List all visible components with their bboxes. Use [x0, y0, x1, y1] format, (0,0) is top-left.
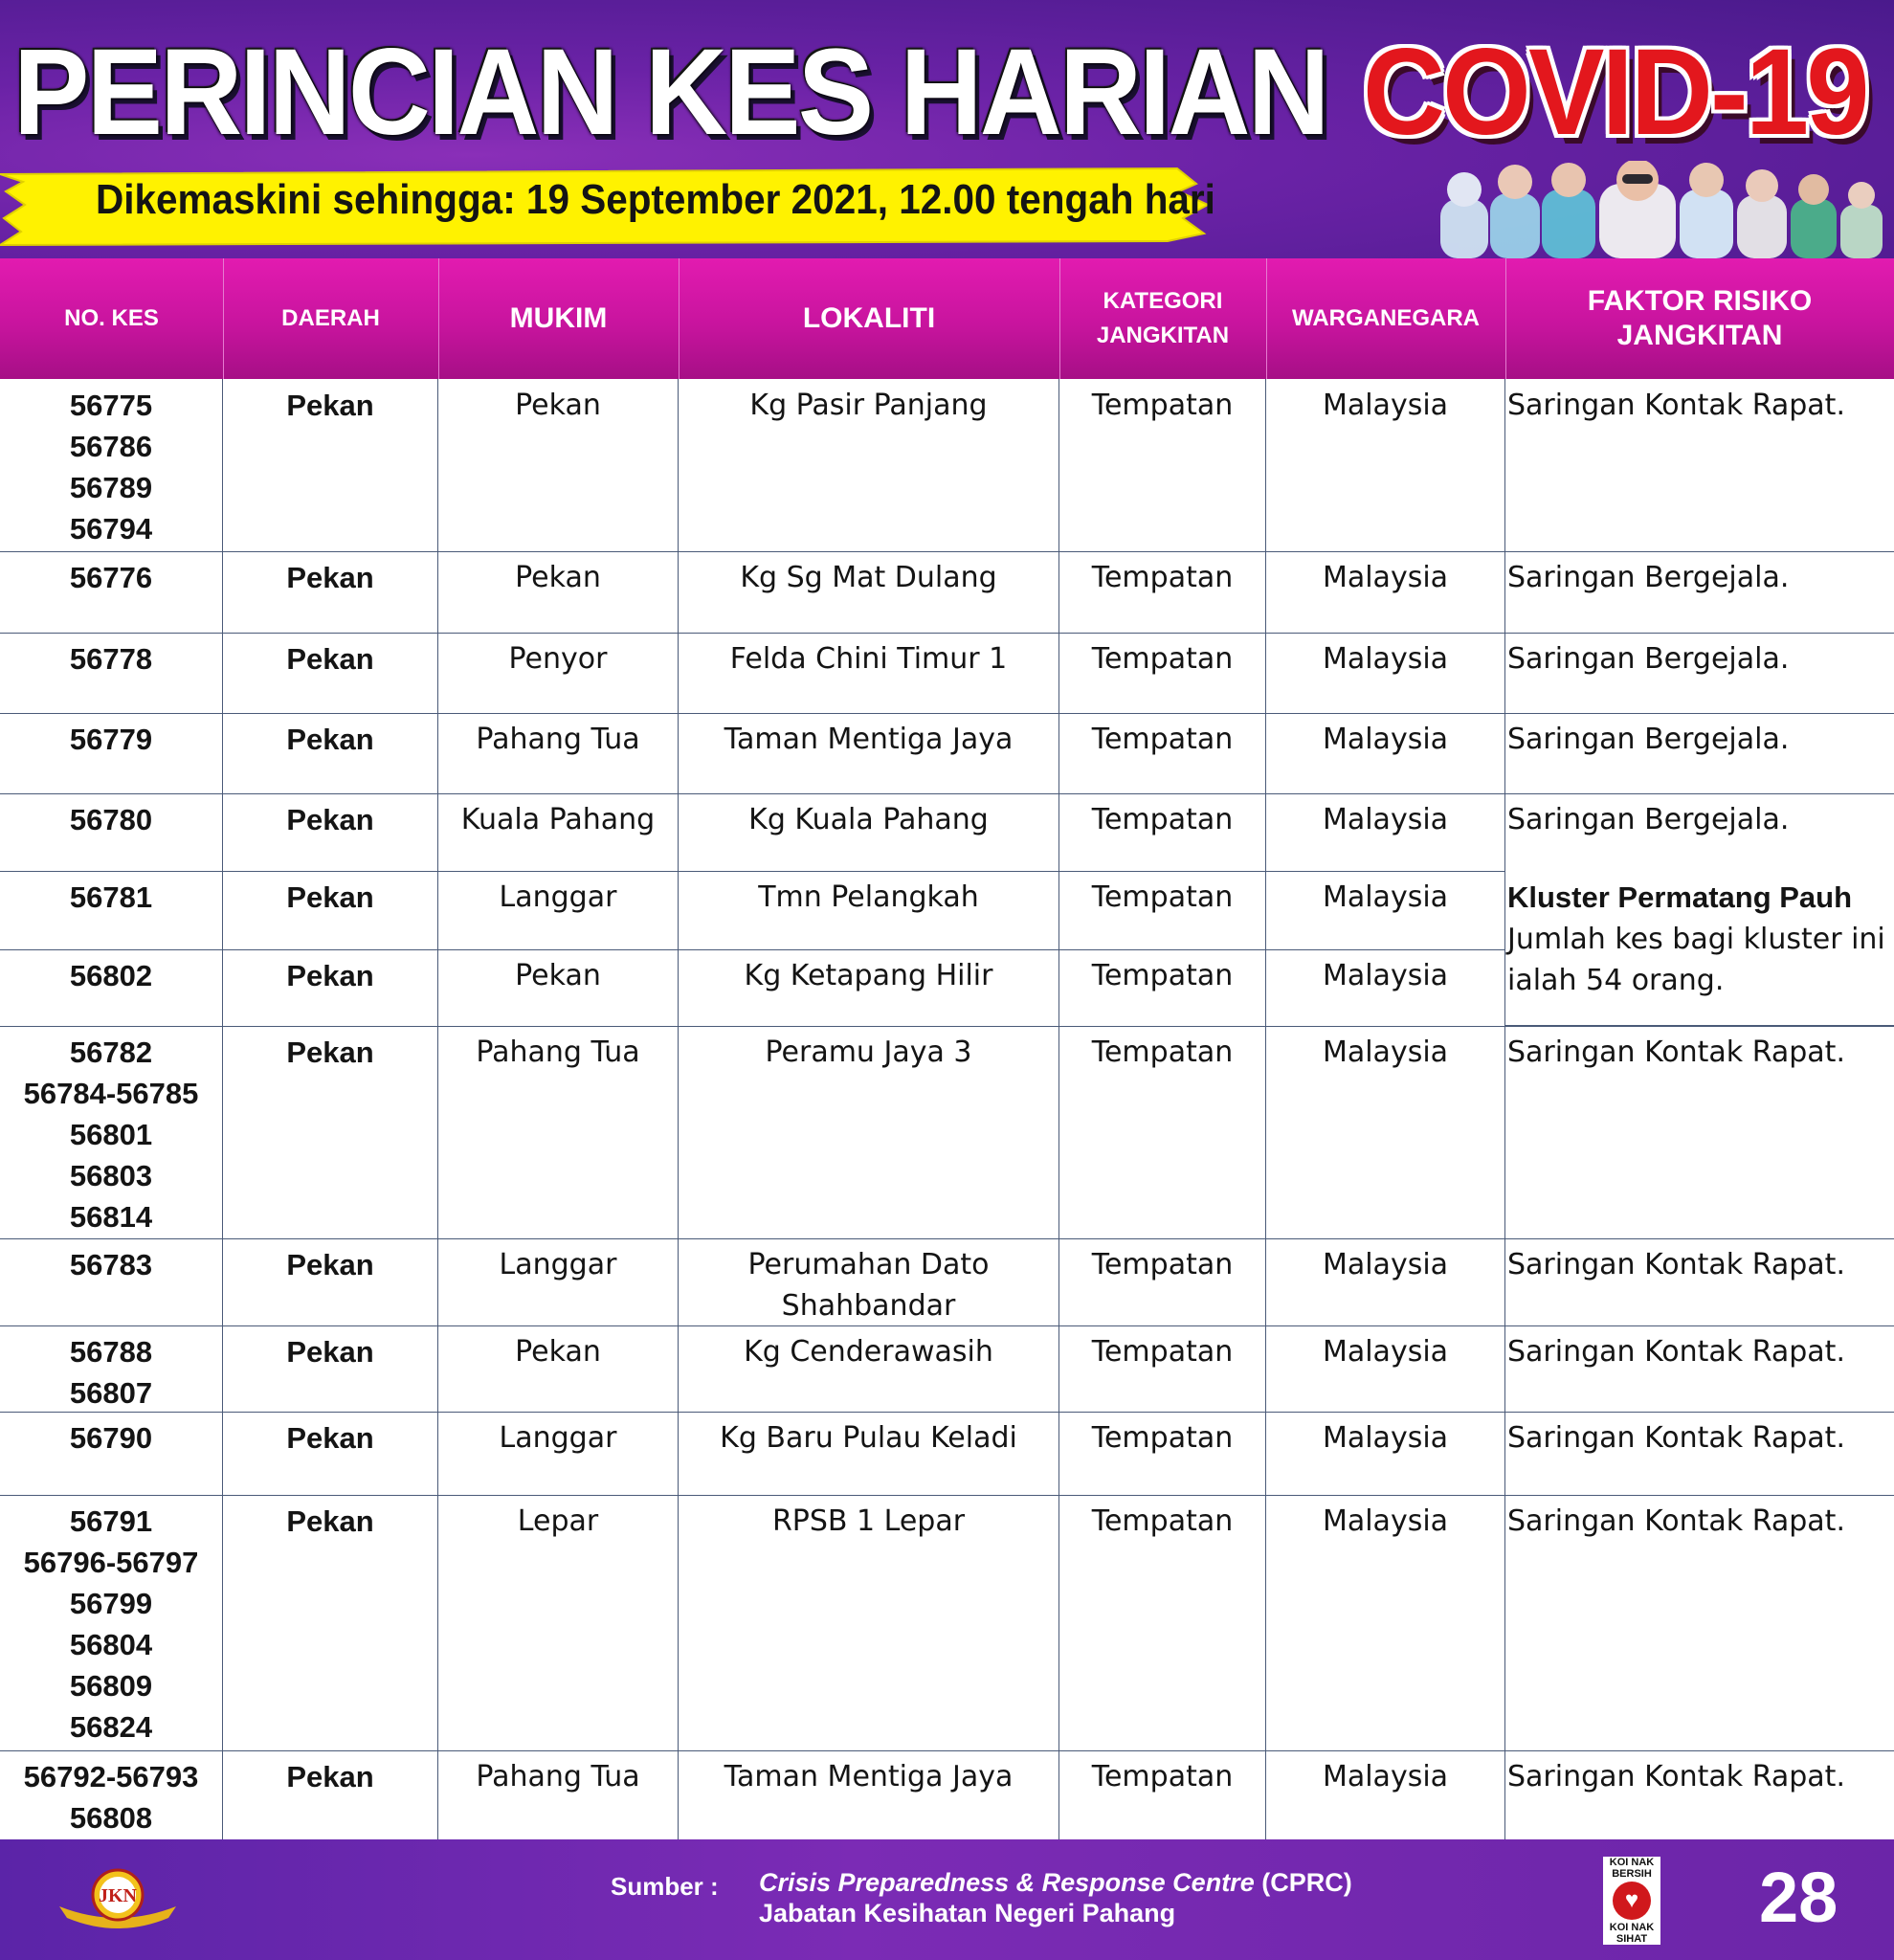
cell-kategori-text: Tempatan — [1091, 803, 1234, 836]
cell-no-kes-text: 56786 — [69, 430, 153, 463]
cluster-name: Kluster Permatang Pauh — [1507, 880, 1853, 914]
col-header-label: LOKALITI — [802, 302, 936, 334]
cell-no-kes — [0, 1026, 223, 1238]
cell-warganegara-text: Malaysia — [1322, 1248, 1449, 1281]
cell-no-kes-text: 56782 — [69, 1036, 153, 1069]
source-org-abbr: (CPRC) — [1254, 1868, 1352, 1897]
cell-no-kes-text: 56809 — [69, 1669, 153, 1703]
cell-mukim-text: Pekan — [515, 1335, 601, 1369]
cell-no-kes — [0, 793, 223, 871]
cell-faktor-risiko-text: Saringan Kontak Rapat. — [1507, 1421, 1845, 1455]
cell-no-kes-text: 56788 — [69, 1335, 153, 1369]
cell-kategori — [1059, 551, 1266, 633]
cell-warganegara — [1266, 379, 1505, 551]
cell-faktor-risiko-text: Saringan Kontak Rapat. — [1507, 1036, 1845, 1069]
koi-nak-sihat-badge — [1603, 1857, 1660, 1945]
cell-kategori — [1059, 871, 1266, 949]
cell-lokaliti — [679, 713, 1059, 793]
col-header-kategori — [1059, 258, 1267, 379]
cell-no-kes-text: 56776 — [69, 561, 153, 594]
cell-warganegara-text: Malaysia — [1322, 723, 1449, 756]
cell-no-kes — [0, 1325, 223, 1412]
cell-kategori-text: Tempatan — [1091, 723, 1234, 756]
cell-lokaliti-text: Kg Pasir Panjang — [749, 389, 988, 422]
cell-no-kes-text: 56775 — [69, 389, 153, 422]
col-header-mukim — [438, 258, 680, 379]
cell-faktor-risiko-text: Saringan Kontak Rapat. — [1507, 1504, 1845, 1538]
cell-lokaliti — [679, 379, 1059, 551]
cell-lokaliti-text: Kg Cenderawasih — [744, 1335, 993, 1369]
cluster-note-cell — [1505, 871, 1894, 1026]
page-title — [13, 21, 1867, 165]
cell-no-kes-text: 56792-56793 — [23, 1760, 199, 1793]
cell-no-kes-text: 56779 — [69, 723, 153, 756]
col-header-label: WARGANEGARA — [1292, 305, 1480, 331]
table-row — [0, 379, 1894, 552]
cell-no-kes-text: 56802 — [69, 959, 153, 992]
cell-mukim-text: Pekan — [515, 959, 601, 992]
cell-warganegara-text: Malaysia — [1322, 1421, 1449, 1455]
table-header — [0, 258, 1894, 379]
cell-kategori — [1059, 1026, 1266, 1238]
table-row — [0, 1325, 1894, 1413]
cell-faktor-risiko-text: Saringan Bergejala. — [1507, 723, 1790, 756]
table-row — [0, 1238, 1894, 1326]
cell-lokaliti — [679, 1238, 1059, 1325]
col-header-daerah — [223, 258, 439, 379]
cell-warganegara-text: Malaysia — [1322, 1335, 1449, 1369]
update-date: Dikemaskini sehingga: 19 September 2021, 12.00 tengah hari — [96, 176, 1215, 223]
cell-lokaliti — [679, 1495, 1059, 1750]
cell-lokaliti — [679, 871, 1059, 949]
cell-mukim — [438, 1750, 679, 1839]
cell-daerah-text: Pekan — [286, 389, 374, 422]
col-header-warganegara — [1266, 258, 1506, 379]
cell-daerah — [223, 551, 438, 633]
table-row — [0, 1750, 1894, 1840]
table-row — [0, 1412, 1894, 1496]
cell-no-kes-text: 56804 — [69, 1628, 153, 1661]
cell-kategori-text: Tempatan — [1091, 1421, 1234, 1455]
cell-mukim — [438, 793, 679, 871]
heart-icon: ♥ — [1613, 1882, 1651, 1920]
cell-no-kes-text: 56796-56797 — [23, 1546, 199, 1579]
cell-daerah-text: Pekan — [286, 803, 374, 836]
cell-lokaliti-text: Felda Chini Timur 1 — [729, 642, 1008, 676]
cell-faktor-risiko — [1505, 1750, 1894, 1839]
cell-mukim-text: Langgar — [499, 1248, 617, 1281]
cell-warganegara-text: Malaysia — [1322, 1504, 1449, 1538]
cell-warganegara-text: Malaysia — [1322, 561, 1449, 594]
cell-daerah-text: Pekan — [286, 723, 374, 756]
cell-warganegara — [1266, 1026, 1505, 1238]
cell-lokaliti-text: Kg Kuala Pahang — [748, 803, 989, 836]
cell-mukim-text: Pekan — [515, 389, 601, 422]
col-header-label: JANGKITAN — [1616, 320, 1783, 351]
cell-lokaliti-text: Shahbandar — [781, 1289, 956, 1323]
col-header-no-kes — [0, 258, 224, 379]
table-row — [0, 1026, 1894, 1239]
cell-lokaliti — [679, 1026, 1059, 1238]
cell-mukim-text: Kuala Pahang — [460, 803, 656, 836]
cell-daerah — [223, 793, 438, 871]
cell-faktor-risiko-text: Saringan Kontak Rapat. — [1507, 1335, 1845, 1369]
cell-warganegara — [1266, 1495, 1505, 1750]
cell-lokaliti — [679, 551, 1059, 633]
logo-text: JKN — [99, 1885, 137, 1906]
cell-warganegara — [1266, 871, 1505, 949]
cell-no-kes-text: 56799 — [69, 1587, 153, 1620]
cell-lokaliti-text: Kg Baru Pulau Keladi — [720, 1421, 1017, 1455]
cell-daerah — [223, 1238, 438, 1325]
cell-no-kes-text: 56803 — [69, 1159, 153, 1192]
cell-lokaliti-text: Tmn Pelangkah — [758, 880, 979, 914]
cell-mukim-text: Pahang Tua — [476, 723, 640, 756]
cell-lokaliti — [679, 949, 1059, 1026]
cell-warganegara — [1266, 949, 1505, 1026]
cell-lokaliti-text: Peramu Jaya 3 — [765, 1036, 972, 1069]
badge-top-text: KOI NAK BERSIH — [1609, 1857, 1655, 1880]
cell-mukim — [438, 949, 679, 1026]
cell-no-kes — [0, 633, 223, 713]
cell-mukim — [438, 1325, 679, 1412]
cell-daerah-text: Pekan — [286, 959, 374, 992]
cell-lokaliti-text: Perumahan Dato — [747, 1248, 990, 1281]
table-row — [0, 551, 1894, 634]
title-covid: COVID-19 — [1362, 24, 1867, 161]
cell-faktor-risiko — [1505, 379, 1894, 551]
cell-daerah-text: Pekan — [286, 561, 374, 594]
cell-warganegara — [1266, 1412, 1505, 1495]
cell-warganegara — [1266, 633, 1505, 713]
cell-kategori — [1059, 793, 1266, 871]
healthcare-workers-illustration — [1431, 161, 1890, 258]
page-header — [0, 0, 1894, 258]
cell-daerah — [223, 1412, 438, 1495]
cell-warganegara-text: Malaysia — [1322, 642, 1449, 676]
cell-faktor-risiko — [1505, 551, 1894, 633]
cell-daerah — [223, 379, 438, 551]
cell-no-kes — [0, 379, 223, 551]
cell-warganegara — [1266, 1750, 1505, 1839]
cell-no-kes-text: 56790 — [69, 1421, 153, 1455]
cell-lokaliti-text: Taman Mentiga Jaya — [724, 1760, 1014, 1793]
cell-daerah — [223, 1325, 438, 1412]
cell-mukim — [438, 1412, 679, 1495]
cell-faktor-risiko-text: Saringan Kontak Rapat. — [1507, 389, 1845, 422]
cell-no-kes-text: 56807 — [69, 1376, 153, 1410]
cell-no-kes-text: 56780 — [69, 803, 153, 836]
cell-faktor-risiko — [1505, 1026, 1894, 1238]
cell-faktor-risiko — [1505, 713, 1894, 793]
cell-mukim-text: Pekan — [515, 561, 601, 594]
cell-mukim — [438, 379, 679, 551]
cell-no-kes — [0, 551, 223, 633]
cell-no-kes — [0, 1495, 223, 1750]
cell-daerah — [223, 633, 438, 713]
col-header-label: NO. KES — [64, 305, 159, 331]
cell-no-kes-text: 56808 — [69, 1801, 153, 1835]
cell-mukim-text: Langgar — [499, 880, 617, 914]
cell-warganegara-text: Malaysia — [1322, 389, 1449, 422]
cell-kategori — [1059, 1412, 1266, 1495]
cell-no-kes — [0, 871, 223, 949]
cell-mukim-text: Pahang Tua — [476, 1036, 640, 1069]
cell-mukim — [438, 551, 679, 633]
cell-kategori-text: Tempatan — [1091, 1760, 1234, 1793]
cell-no-kes-text: 56789 — [69, 471, 153, 504]
cell-lokaliti-text: Kg Sg Mat Dulang — [740, 561, 997, 594]
badge-bottom-text: KOI NAK SIHAT — [1609, 1922, 1655, 1945]
cell-faktor-risiko — [1505, 793, 1894, 871]
cell-daerah-text: Pekan — [286, 642, 374, 676]
cell-daerah-text: Pekan — [286, 1760, 374, 1793]
table-row — [0, 1495, 1894, 1751]
cell-faktor-risiko — [1505, 1412, 1894, 1495]
cell-lokaliti-text: Kg Ketapang Hilir — [744, 959, 993, 992]
jkn-logo — [56, 1860, 180, 1937]
cell-no-kes — [0, 1238, 223, 1325]
col-header-label: JANGKITAN — [1096, 323, 1230, 348]
cell-kategori — [1059, 1495, 1266, 1750]
cell-lokaliti-text: Taman Mentiga Jaya — [724, 723, 1014, 756]
cell-warganegara-text: Malaysia — [1322, 1760, 1449, 1793]
source-label: Sumber : — [611, 1872, 719, 1901]
cell-mukim — [438, 633, 679, 713]
cell-kategori-text: Tempatan — [1091, 1504, 1234, 1538]
source-department: Jabatan Kesihatan Negeri Pahang — [759, 1899, 1176, 1927]
cell-no-kes-text: 56791 — [69, 1504, 153, 1538]
cell-daerah-text: Pekan — [286, 1335, 374, 1369]
cell-no-kes — [0, 1750, 223, 1839]
cell-mukim — [438, 1495, 679, 1750]
cell-warganegara — [1266, 1238, 1505, 1325]
col-header-lokaliti — [679, 258, 1060, 379]
cell-kategori — [1059, 633, 1266, 713]
cell-kategori-text: Tempatan — [1091, 959, 1234, 992]
cell-no-kes-text: 56778 — [69, 642, 153, 676]
cell-warganegara — [1266, 551, 1505, 633]
cell-kategori — [1059, 1325, 1266, 1412]
cell-kategori-text: Tempatan — [1091, 389, 1234, 422]
table-row — [0, 713, 1894, 794]
source-org-name: Crisis Preparedness & Response Centre — [759, 1868, 1255, 1897]
cell-no-kes — [0, 949, 223, 1026]
cell-faktor-risiko-text: Saringan Bergejala. — [1507, 803, 1790, 836]
cell-kategori-text: Tempatan — [1091, 880, 1234, 914]
cell-mukim — [438, 1026, 679, 1238]
cell-daerah — [223, 871, 438, 949]
cell-no-kes-text: 56794 — [69, 512, 153, 546]
cell-faktor-risiko-text: Saringan Bergejala. — [1507, 561, 1790, 594]
cell-warganegara-text: Malaysia — [1322, 803, 1449, 836]
cell-kategori-text: Tempatan — [1091, 1335, 1234, 1369]
cell-lokaliti-text: RPSB 1 Lepar — [771, 1504, 966, 1538]
cell-no-kes — [0, 713, 223, 793]
col-header-label: DAERAH — [281, 305, 380, 331]
cell-lokaliti — [679, 1750, 1059, 1839]
cell-daerah — [223, 1026, 438, 1238]
table-body — [0, 379, 1894, 1839]
cell-kategori — [1059, 379, 1266, 551]
cell-faktor-risiko-text: Saringan Kontak Rapat. — [1507, 1248, 1845, 1281]
cell-no-kes-text: 56801 — [69, 1118, 153, 1151]
cell-kategori — [1059, 949, 1266, 1026]
cell-warganegara — [1266, 713, 1505, 793]
cell-kategori-text: Tempatan — [1091, 642, 1234, 676]
cell-daerah-text: Pekan — [286, 1036, 374, 1069]
cell-kategori-text: Tempatan — [1091, 1248, 1234, 1281]
cell-mukim-text: Pahang Tua — [476, 1760, 640, 1793]
cell-warganegara-text: Malaysia — [1322, 959, 1449, 992]
cell-mukim — [438, 713, 679, 793]
cell-no-kes-text: 56783 — [69, 1248, 153, 1281]
cell-daerah-text: Pekan — [286, 1248, 374, 1281]
cell-daerah-text: Pekan — [286, 1421, 374, 1455]
cell-no-kes — [0, 1412, 223, 1495]
cell-kategori — [1059, 1750, 1266, 1839]
cell-mukim-text: Langgar — [499, 1421, 617, 1455]
cell-daerah — [223, 1495, 438, 1750]
cluster-description: Jumlah kes bagi kluster ini ialah 54 orang. — [1507, 923, 1885, 997]
cell-warganegara — [1266, 1325, 1505, 1412]
cell-mukim-text: Penyor — [508, 642, 608, 676]
cell-mukim-text: Lepar — [517, 1504, 599, 1538]
cell-kategori-text: Tempatan — [1091, 561, 1234, 594]
page-footer — [0, 1839, 1894, 1960]
cell-mukim — [438, 1238, 679, 1325]
cell-faktor-risiko-text: Saringan Bergejala. — [1507, 642, 1790, 676]
cell-warganegara-text: Malaysia — [1322, 880, 1449, 914]
source-organization — [759, 1868, 1352, 1898]
cell-daerah — [223, 949, 438, 1026]
cell-faktor-risiko — [1505, 1325, 1894, 1412]
cell-no-kes-text: 56781 — [69, 880, 153, 914]
cell-faktor-risiko — [1505, 1495, 1894, 1750]
title-main: PERINCIAN KES HARIAN — [13, 24, 1327, 161]
cell-daerah — [223, 1750, 438, 1839]
cell-lokaliti — [679, 633, 1059, 713]
cell-kategori — [1059, 1238, 1266, 1325]
cell-daerah-text: Pekan — [286, 1504, 374, 1538]
col-header-label: KATEGORI — [1103, 288, 1223, 314]
cell-kategori — [1059, 713, 1266, 793]
col-header-faktor-risiko — [1505, 258, 1894, 379]
col-header-label: MUKIM — [509, 302, 608, 334]
table-row — [0, 633, 1894, 714]
cell-faktor-risiko — [1505, 633, 1894, 713]
cell-no-kes-text: 56824 — [69, 1710, 153, 1744]
cell-no-kes-text: 56814 — [69, 1200, 153, 1234]
table-row — [0, 793, 1894, 872]
cell-no-kes-text: 56784-56785 — [23, 1077, 199, 1110]
cell-kategori-text: Tempatan — [1091, 1036, 1234, 1069]
cell-mukim — [438, 871, 679, 949]
cell-lokaliti — [679, 1325, 1059, 1412]
cell-faktor-risiko — [1505, 1238, 1894, 1325]
cell-faktor-risiko-text: Saringan Kontak Rapat. — [1507, 1760, 1845, 1793]
cell-lokaliti — [679, 1412, 1059, 1495]
cell-lokaliti — [679, 793, 1059, 871]
cell-daerah-text: Pekan — [286, 880, 374, 914]
cell-warganegara — [1266, 793, 1505, 871]
page-number: 28 — [1759, 1858, 1838, 1937]
cell-daerah — [223, 713, 438, 793]
col-header-label: FAKTOR RISIKO — [1587, 285, 1813, 317]
cell-warganegara-text: Malaysia — [1322, 1036, 1449, 1069]
